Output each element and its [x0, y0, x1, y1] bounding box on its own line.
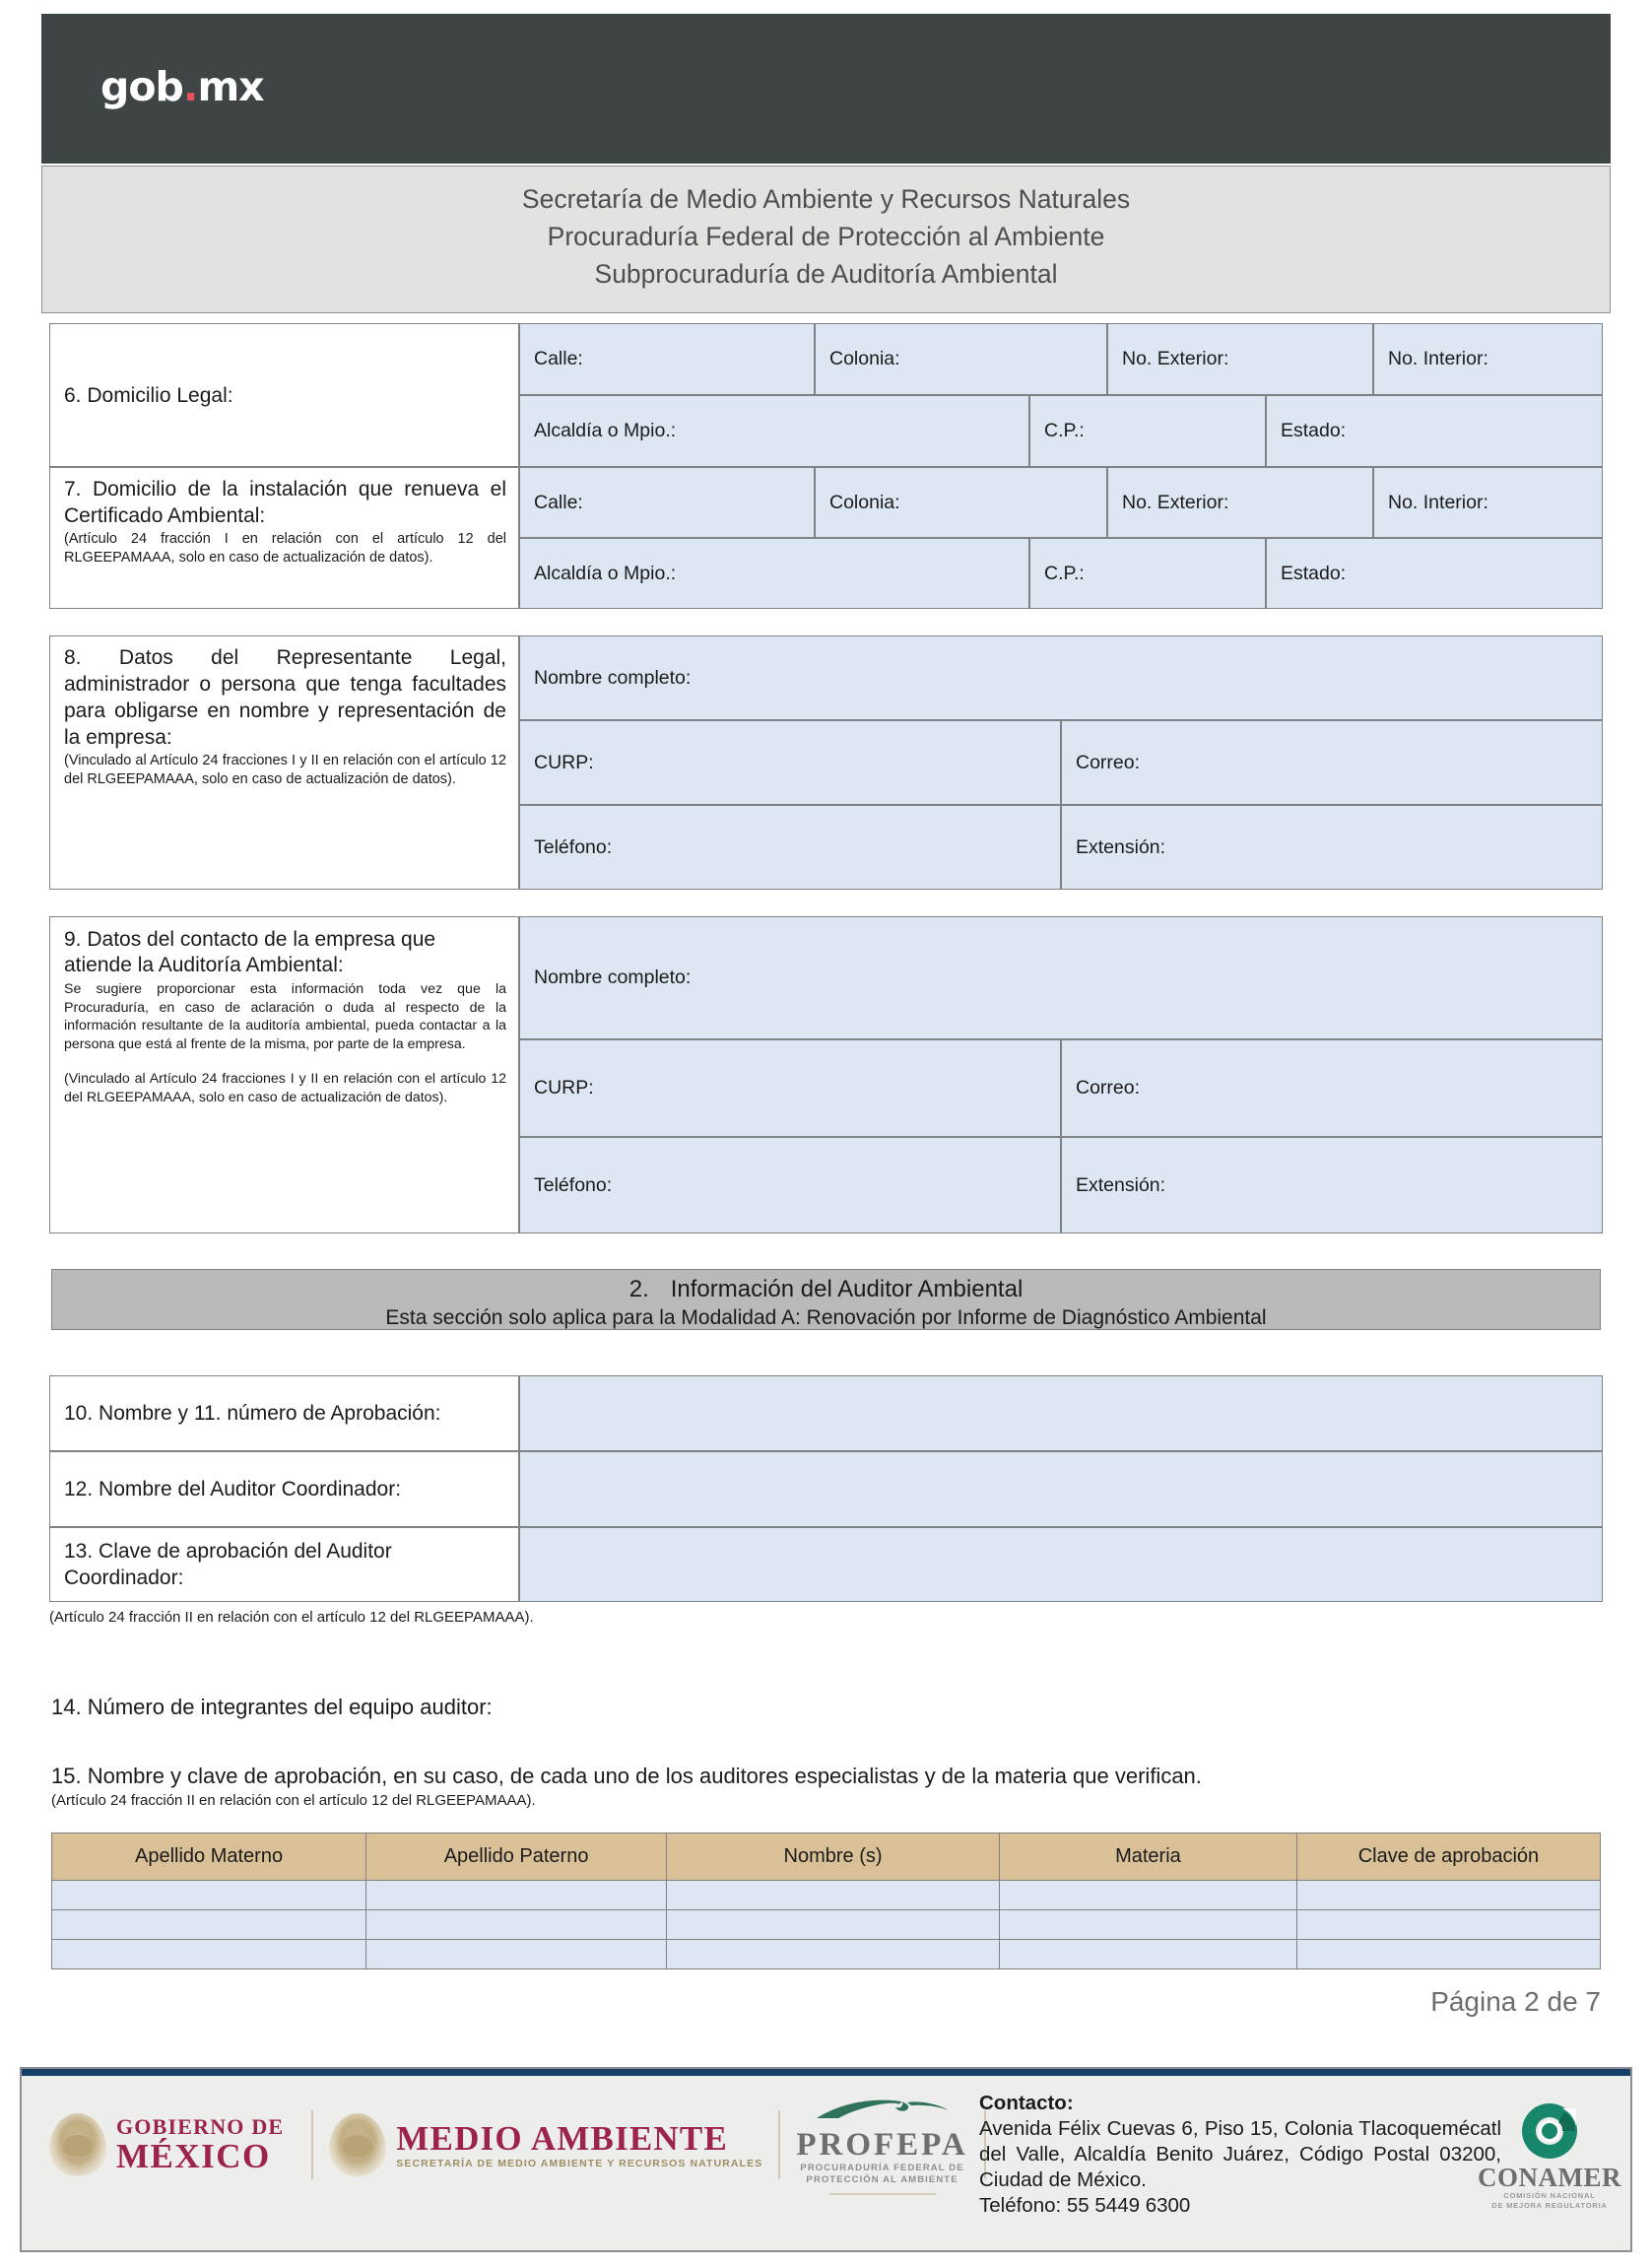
- item6-noexterior-field[interactable]: [1107, 323, 1373, 395]
- contact-title: [979, 2091, 1501, 2116]
- gobmx-header-bar: [41, 14, 1611, 164]
- gobierno-line-1: GOBIERNO DE: [116, 2114, 285, 2139]
- contact-address: Avenida Félix Cuevas 6, Piso 15, Colonia Tlacoquemécatl del Valle, Alcaldía Benito Juárez, Código Postal 03200, Ciudad de México.: [979, 2117, 1501, 2191]
- item7-cp-label: C.P.:: [1044, 562, 1085, 584]
- item8-extension-field[interactable]: [1061, 805, 1603, 890]
- cell-clave-aprobacion[interactable]: [1296, 1910, 1600, 1940]
- medio-ambiente-line-2: SECRETARÍA DE MEDIO AMBIENTE Y RECURSOS NATURALES: [396, 2158, 763, 2169]
- item7-nointerior-label: No. Interior:: [1388, 491, 1488, 513]
- item7-label: 7. Domicilio de la instalación que renueva el Certificado Ambiental:: [64, 478, 506, 527]
- item12-label: 12. Nombre del Auditor Coordinador:: [64, 1478, 402, 1500]
- item8-label: 8. Datos del Representante Legal, administrador o persona que tenga facultades para obligarse en nombre y representación de la empresa:: [64, 646, 506, 749]
- item6-label-cell: [49, 323, 519, 467]
- item9-label: 9. Datos del contacto de la empresa que atiende la Auditoría Ambiental:: [64, 928, 436, 976]
- section-2-title-row: [52, 1274, 1600, 1304]
- cell-clave-aprobacion[interactable]: [1296, 1881, 1600, 1910]
- item6-noexterior-label: No. Exterior:: [1122, 348, 1229, 369]
- medio-ambiente-logo: [396, 2120, 762, 2169]
- item6-nointerior-field[interactable]: [1373, 323, 1603, 395]
- item9-note-2: (Vinculado al Artículo 24 fracciones I y II en relación con el artículo 12 del RLGEEPAMAAA, solo en caso de actualización de datos).: [64, 1071, 506, 1105]
- item6-alcaldia-field[interactable]: [519, 395, 1029, 467]
- item7-calle-field[interactable]: [519, 467, 815, 538]
- conamer-line-2: DE MEJORA REGULATORIA: [1491, 2201, 1608, 2210]
- cell-apellido-materno[interactable]: [52, 1910, 366, 1940]
- item8-curp-label: CURP:: [534, 751, 594, 773]
- profepa-name: PROFEPA: [796, 2127, 968, 2163]
- item6-colonia-field[interactable]: [815, 323, 1107, 395]
- item6-cp-label: C.P.:: [1044, 420, 1085, 441]
- page-footer: [20, 2067, 1632, 2252]
- item7-estado-label: Estado:: [1281, 562, 1347, 584]
- item13-label-cell: [49, 1527, 519, 1602]
- item8-curp-field[interactable]: [519, 720, 1061, 805]
- institution-line-2: Procuraduría Federal de Protección al Ambiente: [547, 222, 1105, 251]
- item8-telefono-field[interactable]: [519, 805, 1061, 890]
- item15-note: (Artículo 24 fracción II en relación con el artículo 12 del RLGEEPAMAAA).: [51, 1792, 536, 1809]
- profepa-line-1: PROCURADURÍA FEDERAL DE: [800, 2163, 964, 2173]
- item14-label: 14. Número de integrantes del equipo auditor:: [51, 1695, 493, 1719]
- item10-11-label: 10. Nombre y 11. número de Aprobación:: [64, 1402, 441, 1425]
- institution-line-1: Secretaría de Medio Ambiente y Recursos Naturales: [521, 184, 1131, 214]
- section-2-banner: [51, 1269, 1601, 1330]
- item9-extension-field[interactable]: [1061, 1137, 1603, 1233]
- cell-nombre[interactable]: [667, 1881, 1000, 1910]
- institution-header: [41, 166, 1611, 313]
- item8-label-cell: [49, 635, 519, 890]
- cell-nombre[interactable]: [667, 1910, 1000, 1940]
- item15-label: 15. Nombre y clave de aprobación, en su caso, de cada uno de los auditores especialistas y de la materia que verifican.: [51, 1764, 1202, 1788]
- cell-materia[interactable]: [1000, 1881, 1297, 1910]
- item6-estado-field[interactable]: [1266, 395, 1603, 467]
- item9-correo-label: Correo:: [1076, 1077, 1141, 1099]
- column-header-clave-aprobacion: Clave de aprobación: [1296, 1833, 1600, 1881]
- conamer-line-1: COMISIÓN NACIONAL: [1503, 2191, 1596, 2200]
- cell-apellido-paterno[interactable]: [366, 1910, 667, 1940]
- section-2-number: 2.: [628, 1276, 649, 1302]
- item8-nombre-label: Nombre completo:: [534, 666, 692, 689]
- column-header-apellido-materno: Apellido Materno: [52, 1833, 366, 1881]
- item7-calle-label: Calle:: [534, 491, 583, 513]
- profepa-serpent-icon: [809, 2095, 957, 2126]
- table-row: [52, 1910, 1601, 1940]
- profepa-logo: [796, 2095, 967, 2195]
- item9-curp-label: CURP:: [534, 1077, 594, 1099]
- item8-correo-label: Correo:: [1076, 751, 1141, 773]
- item6-alcaldia-label: Alcaldía o Mpio.:: [534, 420, 677, 441]
- item13-value-field[interactable]: [519, 1527, 1603, 1602]
- item12-value-field[interactable]: [519, 1451, 1603, 1527]
- cell-apellido-paterno[interactable]: [366, 1940, 667, 1969]
- item9-correo-field[interactable]: [1061, 1039, 1603, 1137]
- item8-nombre-field[interactable]: [519, 635, 1603, 720]
- column-header-materia: Materia: [1000, 1833, 1297, 1881]
- auditor-specialists-table: [51, 1833, 1601, 1969]
- item9-extension-label: Extensión:: [1076, 1173, 1166, 1196]
- item9-telefono-field[interactable]: [519, 1137, 1061, 1233]
- table-row: [52, 1881, 1601, 1910]
- footer-logo-group: [49, 2095, 1002, 2195]
- logo-divider: [778, 2110, 780, 2179]
- table-row: [52, 1940, 1601, 1969]
- item8-note: (Vinculado al Artículo 24 fracciones I y II en relación con el artículo 12 del RLGEEPAMAAA, solo en caso de actualización de datos).: [64, 753, 506, 787]
- item9-telefono-label: Teléfono:: [534, 1173, 613, 1196]
- item13-note: (Artículo 24 fracción II en relación con el artículo 12 del RLGEEPAMAAA).: [49, 1609, 534, 1626]
- item7-alcaldia-field[interactable]: [519, 538, 1029, 609]
- item7-estado-field[interactable]: [1266, 538, 1603, 609]
- column-header-nombre: Nombre (s): [667, 1833, 1000, 1881]
- conamer-name: CONAMER: [1478, 2163, 1621, 2192]
- institution-line-3: Subprocuraduría de Auditoría Ambiental: [594, 259, 1058, 289]
- item12-label-cell: [49, 1451, 519, 1527]
- item7-noexterior-field[interactable]: [1107, 467, 1373, 538]
- item7-label-cell: [49, 467, 519, 609]
- conamer-logo: [1476, 2100, 1623, 2211]
- item9-curp-field[interactable]: [519, 1039, 1061, 1137]
- gobmx-logo-suffix: mx: [197, 63, 264, 110]
- item7-cp-field[interactable]: [1029, 538, 1266, 609]
- cell-apellido-paterno[interactable]: [366, 1881, 667, 1910]
- item6-colonia-label: Colonia:: [829, 348, 900, 369]
- medio-ambiente-line-1: MEDIO AMBIENTE: [396, 2119, 729, 2158]
- item7-nointerior-field[interactable]: [1373, 467, 1603, 538]
- cell-materia[interactable]: [1000, 1940, 1297, 1969]
- contact-info: [979, 2091, 1501, 2219]
- cell-clave-aprobacion[interactable]: [1296, 1940, 1600, 1969]
- contact-title-text: Contacto:: [979, 2092, 1074, 2114]
- item8-extension-label: Extensión:: [1076, 835, 1166, 858]
- cell-apellido-materno[interactable]: [52, 1940, 366, 1969]
- item6-calle-label: Calle:: [534, 348, 583, 369]
- item13-label: 13. Clave de aprobación del Auditor Coordinador:: [64, 1540, 392, 1589]
- gobmx-logo: [100, 63, 264, 110]
- item6-nointerior-label: No. Interior:: [1388, 348, 1488, 369]
- profepa-line-2: PROTECCIÓN AL AMBIENTE: [806, 2174, 958, 2185]
- logo-divider: [311, 2110, 313, 2179]
- conamer-circle-icon: [1519, 2100, 1580, 2162]
- gobierno-de-mexico-logo: [116, 2115, 284, 2174]
- gobierno-line-2: MÉXICO: [116, 2137, 271, 2175]
- item6-label: 6. Domicilio Legal:: [64, 383, 233, 407]
- item10-11-value-field[interactable]: [519, 1375, 1603, 1451]
- profepa-underline: [829, 2193, 936, 2195]
- section-2-subtitle: Esta sección solo aplica para la Modalidad A: Renovación por Informe de Diagnóstico Ambiental: [385, 1306, 1267, 1329]
- item10-11-label-cell: [49, 1375, 519, 1451]
- item9-label-cell: [49, 916, 519, 1233]
- column-header-apellido-paterno: Apellido Paterno: [366, 1833, 667, 1881]
- cell-materia[interactable]: [1000, 1910, 1297, 1940]
- item7-note: (Artículo 24 fracción I en relación con el artículo 12 del RLGEEPAMAAA, solo en caso de actualización de datos).: [64, 531, 506, 566]
- item6-cp-field[interactable]: [1029, 395, 1266, 467]
- gobmx-logo-text: gob: [100, 63, 183, 110]
- item6-estado-label: Estado:: [1281, 420, 1347, 441]
- item7-noexterior-label: No. Exterior:: [1122, 491, 1229, 513]
- item7-colonia-field[interactable]: [815, 467, 1107, 538]
- item9-nombre-field[interactable]: [519, 916, 1603, 1039]
- mexican-eagle-icon: [49, 2113, 106, 2176]
- page-number: Página 2 de 7: [1430, 1986, 1601, 2017]
- contact-phone: Teléfono: 55 5449 6300: [979, 2194, 1191, 2217]
- footer-accent-bar: [22, 2069, 1630, 2076]
- cell-apellido-materno[interactable]: [52, 1881, 366, 1910]
- item9-nombre-label: Nombre completo:: [534, 966, 692, 988]
- item7-colonia-label: Colonia:: [829, 491, 900, 513]
- item9-note-1: Se sugiere proporcionar esta información toda vez que la Procuraduría, en caso de aclaración o duda al respecto de la información resultante de la auditoría ambiental, pueda contactar a la persona que está al frente de la misma, por parte de la empresa.: [64, 981, 506, 1052]
- mexican-eagle-icon: [329, 2113, 386, 2176]
- item7-alcaldia-label: Alcaldía o Mpio.:: [534, 562, 677, 584]
- item6-calle-field[interactable]: [519, 323, 815, 395]
- item8-telefono-label: Teléfono:: [534, 835, 613, 858]
- section-2-title: Información del Auditor Ambiental: [670, 1276, 1024, 1302]
- gobmx-logo-dot: .: [182, 63, 198, 110]
- item8-correo-field[interactable]: [1061, 720, 1603, 805]
- cell-nombre[interactable]: [667, 1940, 1000, 1969]
- table-header-row: [52, 1833, 1601, 1881]
